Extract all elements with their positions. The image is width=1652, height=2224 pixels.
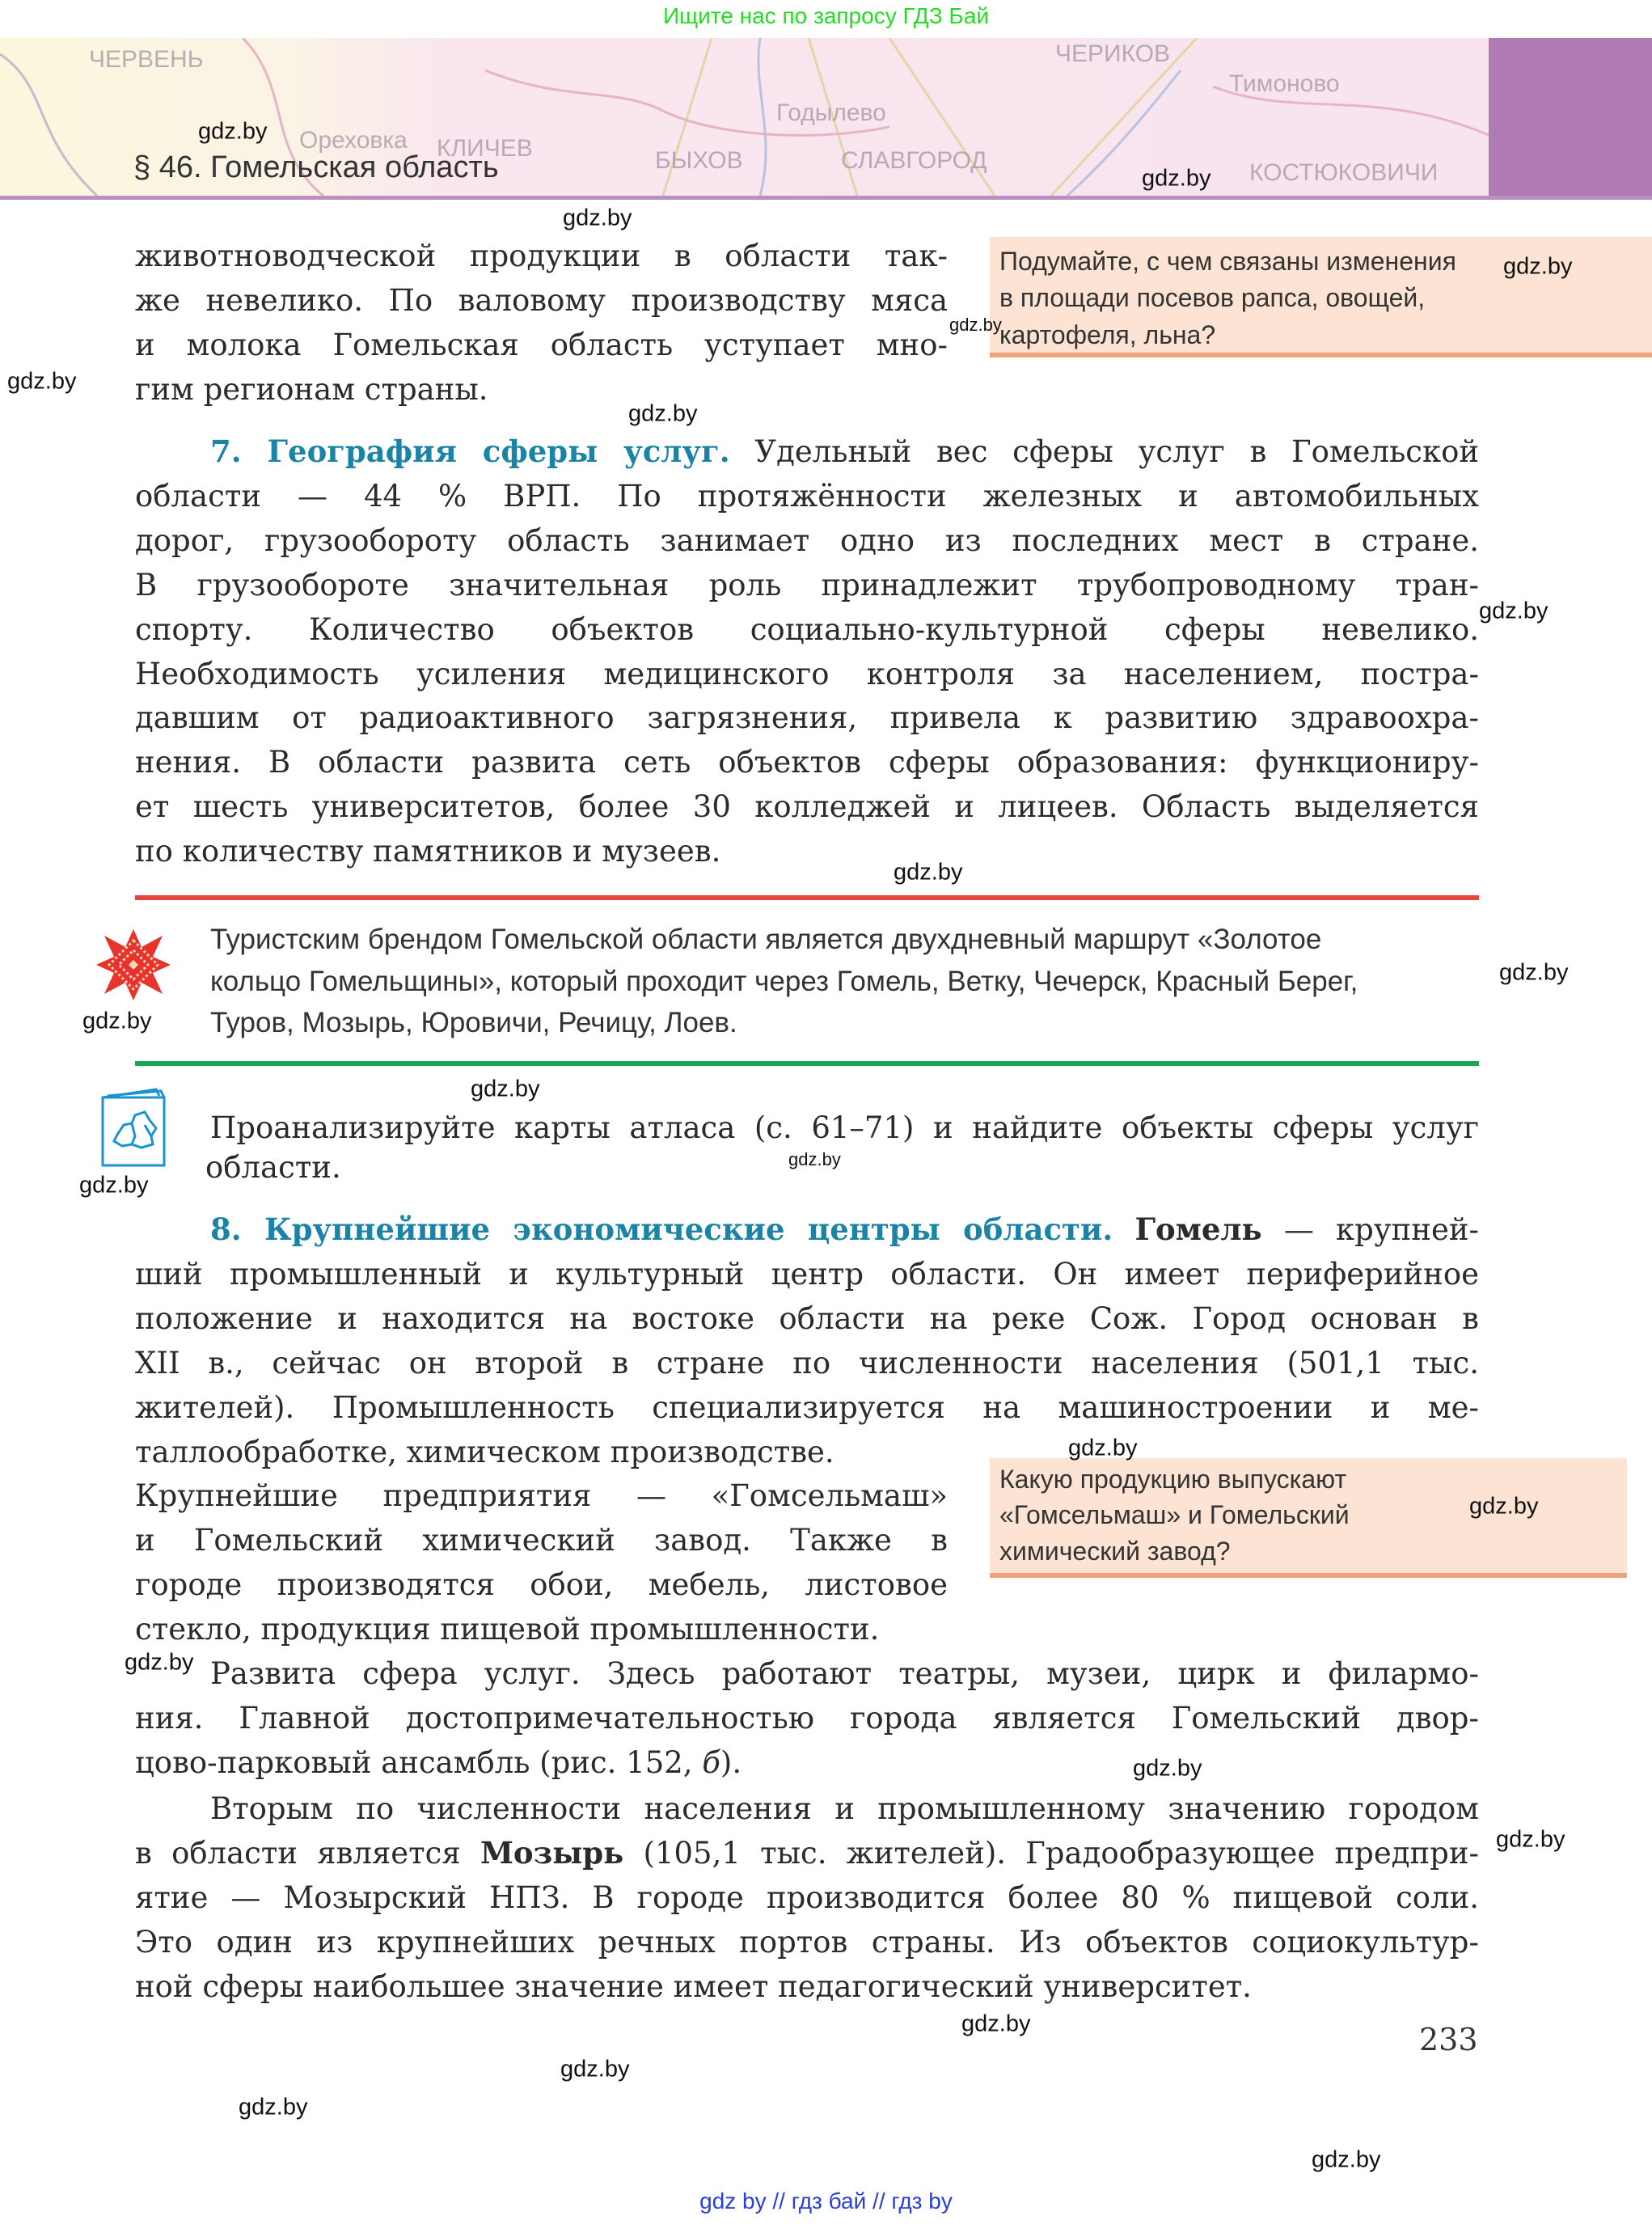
watermark: gdz.by <box>82 1008 152 1034</box>
text-segment: Удельный вес сферы услуг в Гомельской <box>729 434 1480 469</box>
text-line: Проанализируйте карты атласа (с. 61–71) и найдите объекты сферы услуг <box>210 1110 1479 1145</box>
text-line: давшим от радиоактивного загрязнения, привела к развитию здравоохра- <box>135 700 1479 736</box>
watermark: gdz.by <box>1479 598 1548 624</box>
text-line: Вторым по численности населения и промышленному значению городом <box>210 1791 1479 1826</box>
map-label: Годылево <box>776 99 886 126</box>
text-line: Туристским брендом Гомельской области является двухдневный маршрут «Золотое <box>210 924 1322 955</box>
page-number: 233 <box>1419 2022 1478 2057</box>
watermark: gdz.by <box>239 2094 308 2120</box>
text-segment <box>1113 1212 1134 1247</box>
map-label: ЧЕРВЕНЬ <box>89 46 204 73</box>
text-line: животноводческой продукции в области так- <box>135 239 948 273</box>
text-line: Это один из крупнейших речных портов страны. Из объектов социокультур- <box>135 1924 1479 1960</box>
watermark: gdz.by <box>1503 253 1573 280</box>
text-line: и Гомельский химический завод. Также в <box>135 1523 948 1558</box>
text-line <box>135 1740 1479 1785</box>
section-heading: 8. Крупнейшие экономические центры области. <box>210 1211 1113 1247</box>
text-line: В грузообороте значительная роль принадлежит трубопроводному тран- <box>135 567 1479 603</box>
text-line: ет шесть университетов, более 30 колледжей и лицеев. Область выделяется <box>135 789 1479 825</box>
text-line: ной сферы наибольшее значение имеет педагогический университет. <box>135 1968 1252 2004</box>
text-line: нения. В области развита сеть объектов сферы образования: функциониру- <box>135 745 1479 780</box>
watermark: gdz.by <box>628 400 698 427</box>
text-line: городе производятся обои, мебель, листовое <box>135 1567 948 1603</box>
text-line: же невелико. По валовому производству мяса <box>135 282 948 318</box>
text-segment: Гомель <box>1134 1211 1262 1247</box>
belarusian-ornament-icon <box>96 929 171 1000</box>
watermark: gdz.by <box>1496 1826 1565 1853</box>
text-line: и молока Гомельская область уступает мно- <box>135 327 948 362</box>
green-rule <box>135 1061 1479 1066</box>
map-label: БЫХОВ <box>655 147 743 174</box>
watermark: gdz.by <box>125 1649 194 1676</box>
watermark: gdz.by <box>7 368 77 395</box>
map-label: Ореховка <box>299 127 408 154</box>
watermark: gdz.by <box>1312 2146 1381 2173</box>
text-segment: Мозырь <box>480 1834 624 1871</box>
watermark: gdz.by <box>1133 1755 1202 1782</box>
text-line: положение и находится на востоке области на реке Сож. Город основан в <box>135 1300 1479 1336</box>
watermark: gdz.by <box>949 315 1002 335</box>
watermark: gdz.by <box>1142 165 1211 192</box>
watermark: gdz.by <box>560 2056 630 2082</box>
text-line <box>210 1207 1479 1252</box>
text-segment: — крупней- <box>1261 1212 1480 1247</box>
text-line: гим регионам страны. <box>135 371 488 407</box>
watermark: gdz.by <box>1068 1435 1138 1461</box>
watermark: gdz.by <box>471 1076 540 1102</box>
watermark: gdz.by <box>1499 959 1569 986</box>
text-line: XII в., сейчас он второй в стране по численности населения (501,1 тыс. <box>135 1345 1479 1380</box>
watermark: gdz.by <box>198 118 268 145</box>
watermark: gdz.by <box>894 859 963 886</box>
watermark: gdz.by <box>1469 1493 1539 1520</box>
text-line <box>210 429 1479 474</box>
text-line: по количеству памятников и музеев. <box>135 834 721 869</box>
text-line: Развита сфера услуг. Здесь работают театры, музеи, цирк и филармо- <box>210 1656 1479 1691</box>
text-line: таллообработке, химическом производстве. <box>135 1434 834 1469</box>
text-line: ший промышленный и культурный центр области. Он имеет периферийное <box>135 1256 1479 1292</box>
callout-line: картофеля, льна? <box>999 320 1216 349</box>
header-rule <box>0 196 1652 200</box>
text-line: дорог, грузообороту область занимает одно из последних мест в стране. <box>135 522 1479 558</box>
text-line: кольцо Гомельщины», который проходит через Гомель, Ветку, Чечерск, Красный Берег, <box>210 965 1358 997</box>
footer-links[interactable]: gdz by // гдз бай // гдз by <box>699 2188 953 2213</box>
text-line: ятие — Мозырский НПЗ. В городе производится более 80 % пищевой соли. <box>135 1879 1479 1915</box>
map-label: Тимоново <box>1229 70 1340 97</box>
callout-line: «Гомсельмаш» и Гомельский <box>999 1500 1350 1529</box>
text-line: жителей). Промышленность специализируется на машиностроении и ме- <box>135 1389 1479 1425</box>
chapter-title: § 46. Гомельская область <box>133 150 499 184</box>
map-label: КЛИЧЕВ <box>437 135 533 162</box>
text-line: ния. Главной достопримечательностью города является Гомельский двор- <box>135 1700 1479 1736</box>
text-segment: ). <box>720 1744 742 1780</box>
text-line: спорту. Количество объектов социально-культурной сферы невелико. <box>135 611 1479 647</box>
atlas-book-icon <box>99 1088 167 1167</box>
map-label: ЧЕРИКОВ <box>1055 40 1171 67</box>
text-segment: б <box>702 1744 720 1780</box>
watermark: gdz.by <box>788 1149 841 1169</box>
callout-line: Подумайте, с чем связаны изменения <box>999 247 1456 276</box>
text-line <box>135 1831 1479 1875</box>
header-accent-block <box>1489 38 1652 198</box>
watermark: gdz.by <box>79 1172 149 1199</box>
text-line: области. <box>205 1150 341 1185</box>
text-line: Крупнейшие предприятия — «Гомсельмаш» <box>135 1478 948 1514</box>
section-heading: 7. География сферы услуг. <box>210 433 730 469</box>
red-rule <box>135 895 1479 900</box>
map-label: СЛАВГОРОД <box>841 147 987 174</box>
text-line: области — 44 % ВРП. По протяжённости железных и автомобильных <box>135 478 1479 514</box>
text-segment: цово-парковый ансамбль (рис. 152, <box>135 1744 703 1780</box>
search-hint: Ищите нас по запросу ГДЗ Бай <box>662 3 990 28</box>
text-line: стекло, продукция пищевой промышленности. <box>135 1612 880 1647</box>
watermark: gdz.by <box>961 2010 1031 2037</box>
map-label: КОСТЮКОВИЧИ <box>1249 159 1439 186</box>
text-line: Необходимость усиления медицинского контроля за населением, постра- <box>135 656 1479 691</box>
callout-line: Какую продукцию выпускают <box>999 1465 1347 1494</box>
text-segment: (105,1 тыс. жителей). Градообразующее предпри- <box>623 1835 1480 1871</box>
watermark: gdz.by <box>563 205 632 231</box>
callout-line: химический завод? <box>999 1537 1231 1566</box>
text-line: Туров, Мозырь, Юровичи, Речицу, Лоев. <box>210 1007 737 1038</box>
text-segment: в области является <box>135 1835 480 1871</box>
callout-line: в площади посевов рапса, овощей, <box>999 283 1426 312</box>
